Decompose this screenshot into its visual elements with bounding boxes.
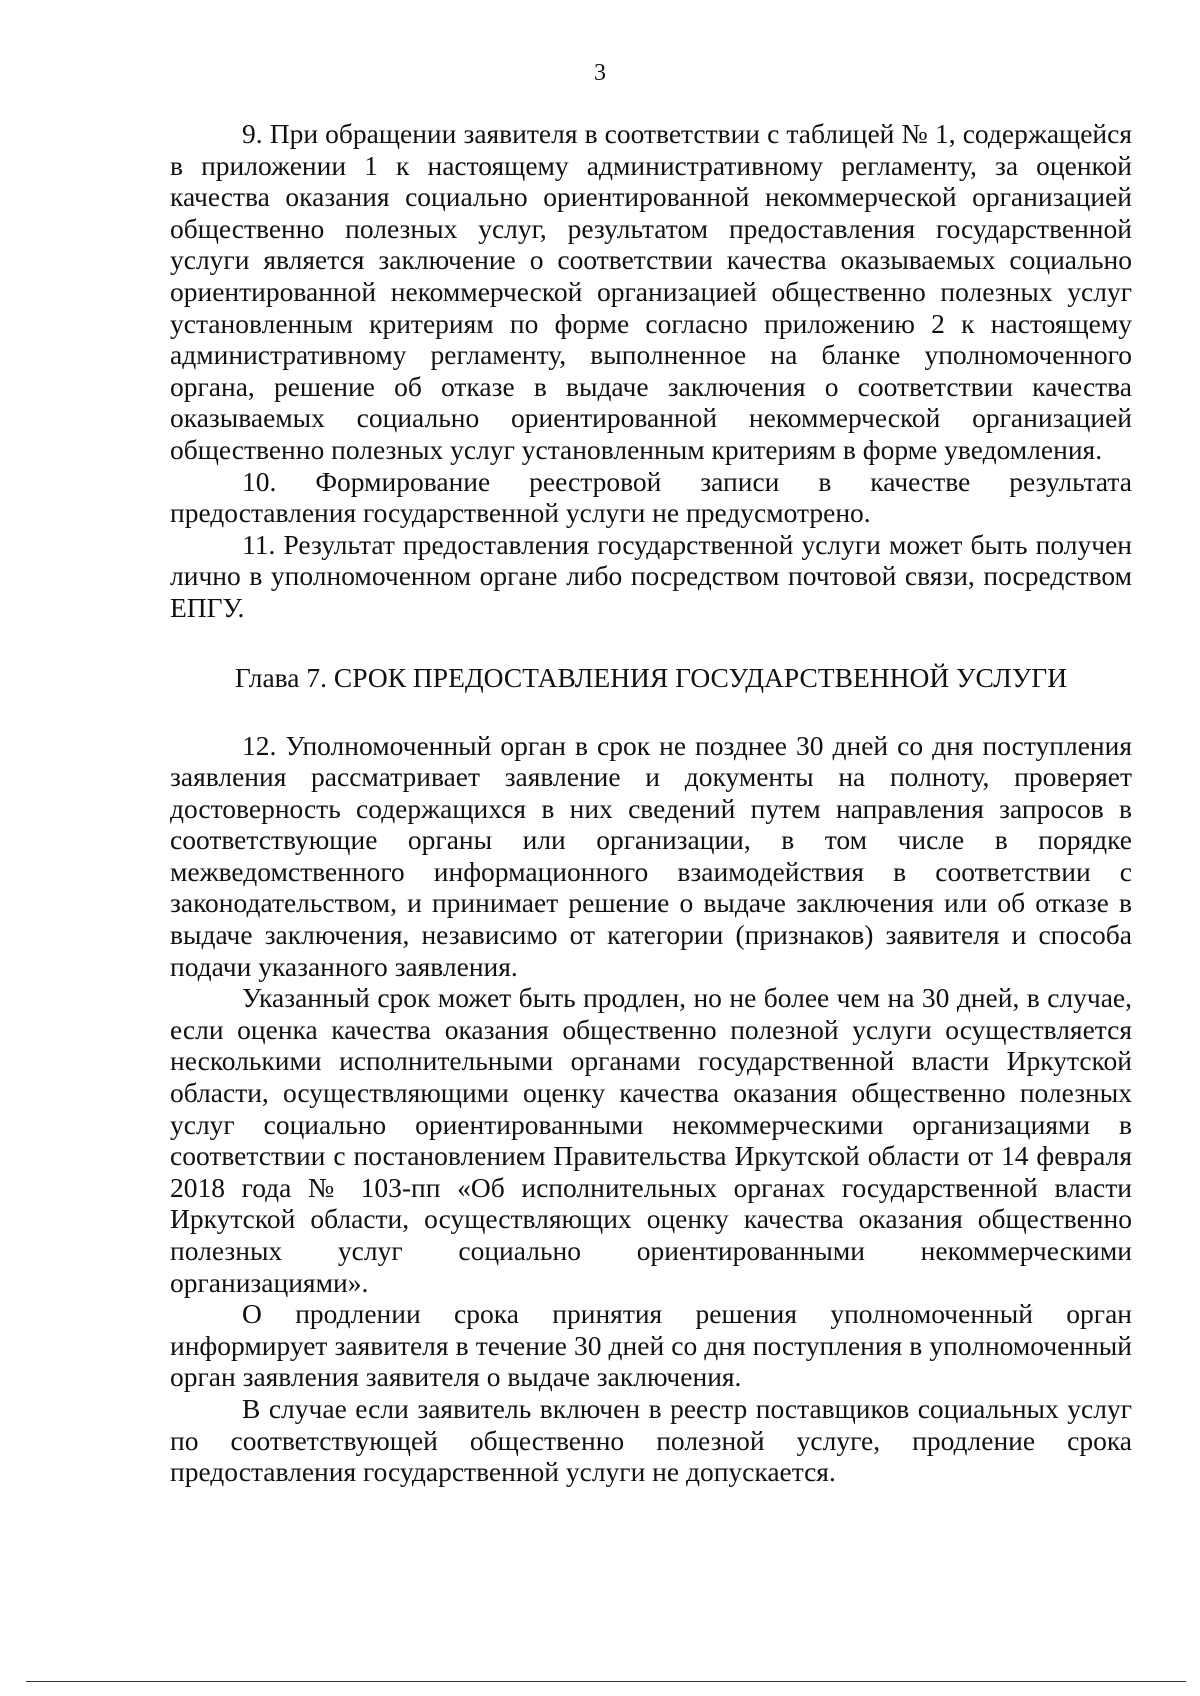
paragraph-12: 12. Уполномоченный орган в срок не позднее 30 дней со дня поступления заявления рассматривает заявление и документы на полноту, проверяет достоверность содержащихся в них сведений путем направления запросов в соответствующие органы или организации, в том числе в порядке межведомственного информационного взаимодействия в соответствии с законодательством, и принимает решение о выдаче заключения или об отказе в выдаче заключения, независимо от категории (признаков) заявителя и способа подачи указанного заявления. bbox=[170, 729, 1132, 982]
paragraph-11: 11. Результат предоставления государственной услуги может быть получен лично в уполномоченном органе либо посредством почтовой связи, посредством ЕПГУ. bbox=[170, 528, 1132, 623]
page-number: 3 bbox=[594, 60, 606, 86]
chapter-heading: Глава 7. СРОК ПРЕДОСТАВЛЕНИЯ ГОСУДАРСТВЕННОЙ УСЛУГИ bbox=[234, 661, 1068, 693]
paragraph-9: 9. При обращении заявителя в соответствии с таблицей № 1, содержащейся в приложении 1 к настоящему административному регламенту, за оценкой качества оказания социально ориентированной некоммерческой организацией общественно полезных услуг, результатом предоставления государственной услуги является заключение о соответствии качества оказываемых социально ориентированной некоммерческой организацией общественно полезных услуг установленным критериям по форме согласно приложению 2 к настоящему административному регламенту, выполненное на бланке уполномоченного органа, решение об отказе в выдаче заключения о соответствии качества оказываемых социально ориентированной некоммерческой организацией общественно полезных услуг установленным критериям в форме уведомления. bbox=[170, 118, 1132, 465]
paragraph-10: 10. Формирование реестровой записи в качестве результата предоставления государственной услуги не предусмотрено. bbox=[170, 465, 1132, 529]
paragraph-term-extension: Указанный срок может быть продлен, но не более чем на 30 дней, в случае, если оценка качества оказания общественно полезной услуги осуществляется несколькими исполнительными органами государственной власти Иркутской области, осуществляющими оценку качества оказания общественно полезных услуг социально ориентированными некоммерческими организациями в соответствии с постановлением Правительства Иркутской области от 14 февраля 2018 года № 103-пп «Об исполнительных органах государственной власти Иркутской области, осуществляющих оценку качества оказания общественно полезных услуг социально ориентированными некоммерческими организациями». bbox=[170, 982, 1132, 1298]
footer-divider bbox=[26, 1681, 1186, 1682]
paragraph-no-extension: В случае если заявитель включен в реестр поставщиков социальных услуг по соответствующей общественно полезной услуге, продление срока предоставления государственной услуги не допускается. bbox=[170, 1392, 1132, 1488]
paragraph-extension-notice: О продлении срока принятия решения уполномоченный орган информирует заявителя в течение 30 дней со дня поступления в уполномоченный орган заявления заявителя о выдаче заключения. bbox=[170, 1298, 1132, 1393]
document-body bbox=[170, 118, 1132, 1488]
